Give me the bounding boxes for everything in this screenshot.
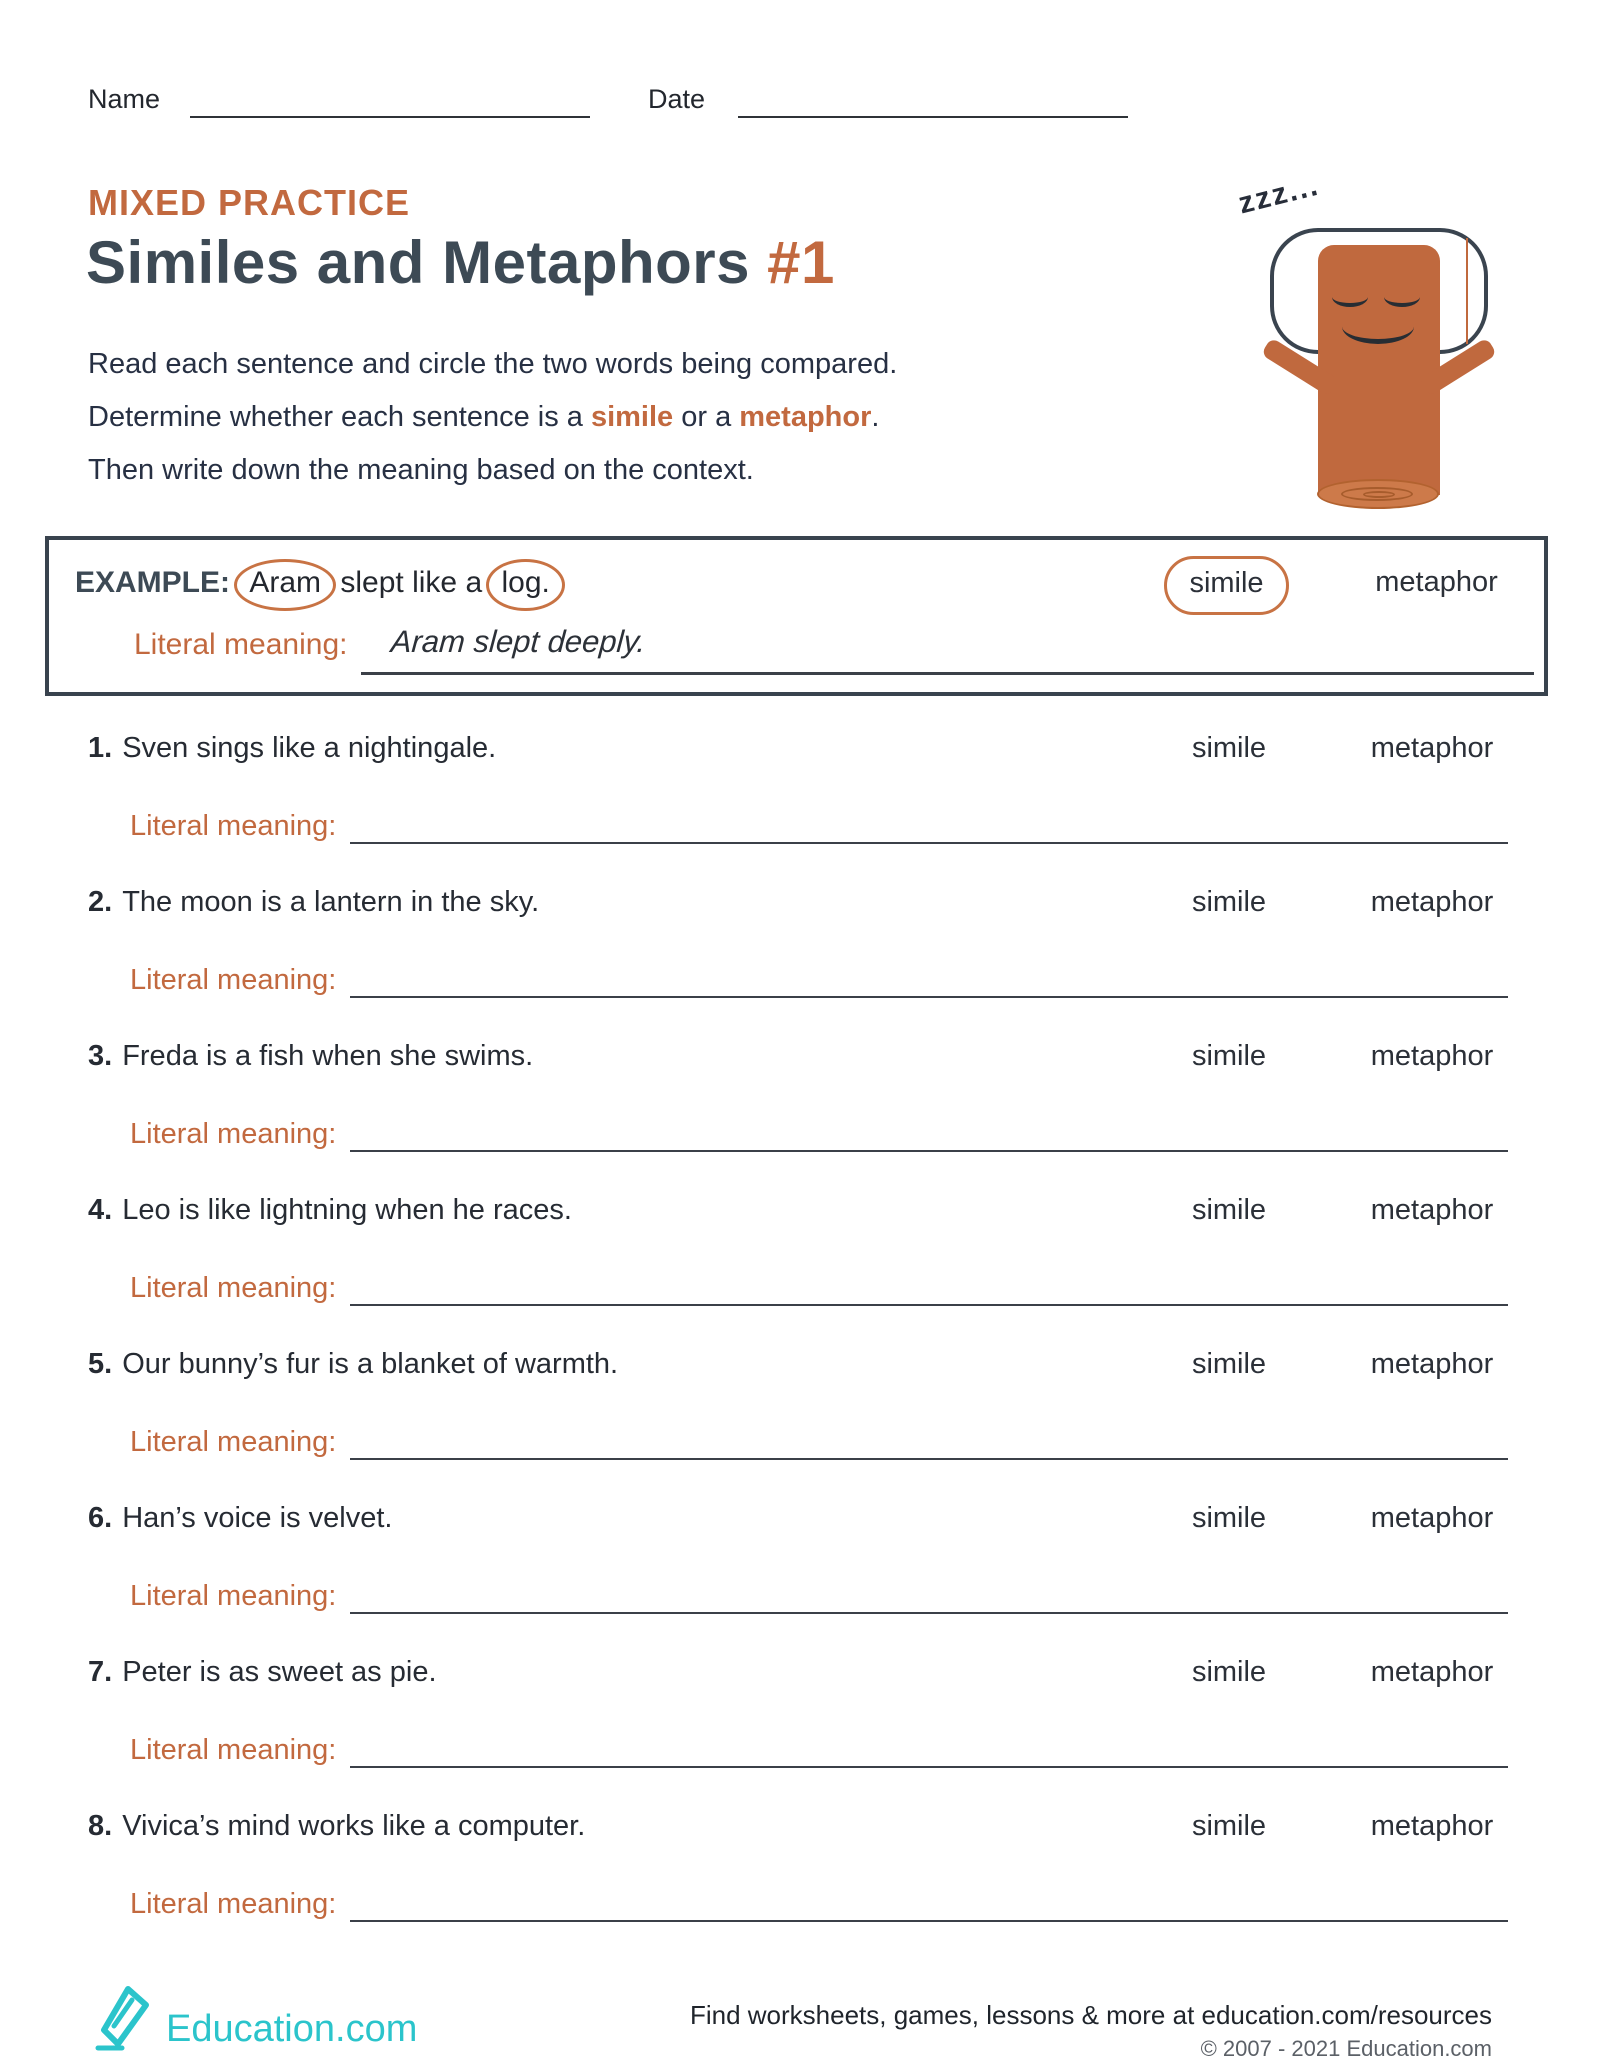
- item-number: 7.: [88, 1656, 113, 1688]
- simile-option[interactable]: simile: [1191, 1194, 1267, 1226]
- simile-option[interactable]: simile: [1191, 1810, 1267, 1842]
- simile-option[interactable]: simile: [1191, 886, 1267, 918]
- worksheet-item-4: [88, 1178, 1508, 1332]
- worksheet-item-6: [88, 1486, 1508, 1640]
- example-answer-text: Aram slept deeply.: [390, 624, 648, 659]
- instruction-line3: Then write down the meaning based on the context.: [88, 454, 754, 486]
- simile-option[interactable]: simile: [1191, 1656, 1267, 1688]
- date-input-line[interactable]: [738, 84, 1128, 118]
- item-number: 4.: [88, 1194, 113, 1226]
- example-answer-line[interactable]: [361, 624, 1534, 675]
- date-label: Date: [648, 84, 706, 114]
- answer-line[interactable]: [350, 1888, 1508, 1922]
- simile-option[interactable]: simile: [1191, 732, 1267, 764]
- literal-meaning-label: Literal meaning:: [130, 1888, 337, 1920]
- name-label: Name: [88, 84, 161, 114]
- item-number: 8.: [88, 1810, 113, 1842]
- literal-meaning-label: Literal meaning:: [130, 1580, 337, 1612]
- instruction-line2: Determine whether each sentence is a simile or a metaphor.: [88, 401, 880, 433]
- example-sentence: [75, 566, 561, 603]
- instruction-line1: Read each sentence and circle the two words being compared.: [88, 348, 898, 380]
- page-title-text: Similes and Metaphors: [86, 229, 768, 296]
- item-number: 1.: [88, 732, 113, 764]
- closed-eye-right-icon: [1384, 287, 1420, 307]
- metaphor-option[interactable]: metaphor: [1370, 886, 1494, 918]
- circled-word-log: log.: [486, 559, 564, 611]
- worksheet-item-7: [88, 1640, 1508, 1794]
- simile-circle: simile: [1164, 556, 1288, 615]
- worksheet-item-2: [88, 870, 1508, 1024]
- sleeping-log-illustration: [1230, 170, 1570, 515]
- example-sentence-middle: slept like a: [340, 566, 483, 599]
- answer-line[interactable]: [350, 1272, 1508, 1306]
- education-logo[interactable]: [92, 1980, 417, 2052]
- answer-line[interactable]: [350, 810, 1508, 844]
- literal-meaning-label: Literal meaning:: [130, 810, 337, 842]
- instructions: [88, 338, 1228, 497]
- zzz-text: zzz...: [1235, 168, 1323, 221]
- page-title-number: #1: [767, 229, 835, 296]
- item-number: 2.: [88, 886, 113, 918]
- item-sentence: Sven sings like a nightingale.: [122, 732, 497, 764]
- literal-meaning-label: Literal meaning:: [130, 1272, 337, 1304]
- footer-copyright: © 2007 - 2021 Education.com: [1200, 2036, 1492, 2061]
- item-number: 5.: [88, 1348, 113, 1380]
- smile-icon: [1342, 309, 1414, 344]
- worksheet-eyebrow: MIXED PRACTICE: [88, 182, 411, 223]
- example-box: [45, 536, 1548, 696]
- page-title: [86, 228, 835, 297]
- footer-find-text: Find worksheets, games, lessons & more at education.com/resources: [689, 2000, 1492, 2030]
- answer-line[interactable]: [350, 1580, 1508, 1614]
- log-end-rings: [1317, 479, 1439, 509]
- item-sentence: Han’s voice is velvet.: [122, 1502, 393, 1534]
- metaphor-option[interactable]: metaphor: [1370, 1040, 1494, 1072]
- item-sentence: Our bunny’s fur is a blanket of warmth.: [122, 1348, 619, 1380]
- simile-option[interactable]: simile: [1191, 1502, 1267, 1534]
- log-character: [1318, 245, 1440, 495]
- answer-line[interactable]: [350, 1426, 1508, 1460]
- answer-line[interactable]: [350, 1734, 1508, 1768]
- education-brand-text: Education.com: [166, 2008, 418, 2050]
- metaphor-option[interactable]: metaphor: [1370, 1656, 1494, 1688]
- literal-meaning-label: Literal meaning:: [130, 964, 337, 996]
- simile-option[interactable]: simile: [1191, 1040, 1267, 1072]
- metaphor-option[interactable]: metaphor: [1370, 1810, 1494, 1842]
- closed-eye-left-icon: [1332, 287, 1368, 307]
- example-label: EXAMPLE:: [75, 566, 231, 599]
- item-number: 3.: [88, 1040, 113, 1072]
- metaphor-option[interactable]: metaphor: [1370, 732, 1494, 764]
- worksheet-item-8: [88, 1794, 1508, 1948]
- literal-meaning-label: Literal meaning:: [130, 1734, 337, 1766]
- item-sentence: Peter is as sweet as pie.: [122, 1656, 437, 1688]
- worksheet-item-3: [88, 1024, 1508, 1178]
- item-sentence: Leo is like lightning when he races.: [122, 1194, 572, 1226]
- worksheet-items: [88, 716, 1508, 1948]
- metaphor-option[interactable]: metaphor: [1370, 1348, 1494, 1380]
- literal-meaning-label: Literal meaning:: [134, 628, 348, 661]
- metaphor-option[interactable]: metaphor: [1370, 1194, 1494, 1226]
- circled-word-aram: Aram: [234, 559, 336, 611]
- answer-line[interactable]: [350, 964, 1508, 998]
- answer-line[interactable]: [350, 1118, 1508, 1152]
- education-logo-icon: [92, 1980, 156, 2052]
- metaphor-keyword: metaphor: [739, 401, 872, 433]
- item-sentence: Freda is a fish when she swims.: [122, 1040, 534, 1072]
- example-simile-option[interactable]: [1149, 566, 1304, 605]
- item-number: 6.: [88, 1502, 113, 1534]
- example-metaphor-option[interactable]: metaphor: [1375, 566, 1498, 598]
- item-sentence: The moon is a lantern in the sky.: [122, 886, 540, 918]
- item-sentence: Vivica’s mind works like a computer.: [122, 1810, 586, 1842]
- worksheet-item-1: [88, 716, 1508, 870]
- literal-meaning-label: Literal meaning:: [130, 1118, 337, 1150]
- simile-option[interactable]: simile: [1191, 1348, 1267, 1380]
- simile-keyword: simile: [590, 401, 674, 433]
- literal-meaning-label: Literal meaning:: [130, 1426, 337, 1458]
- metaphor-option[interactable]: metaphor: [1370, 1502, 1494, 1534]
- worksheet-item-5: [88, 1332, 1508, 1486]
- name-input-line[interactable]: [190, 84, 590, 118]
